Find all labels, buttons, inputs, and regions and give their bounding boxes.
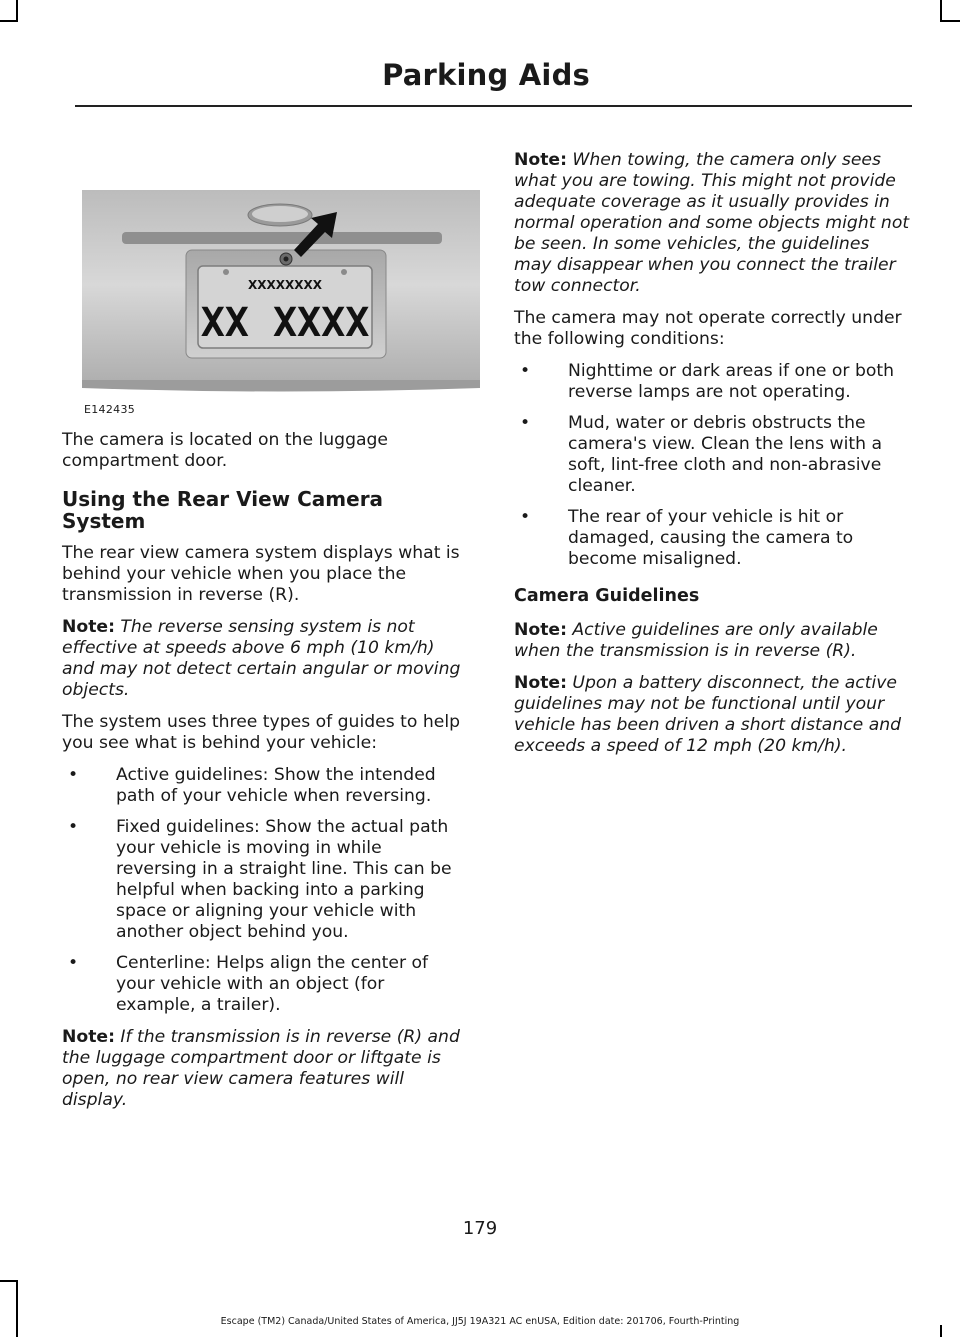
trim-strip bbox=[122, 232, 442, 244]
crop-mark-top-right-h bbox=[940, 20, 960, 22]
note-label: Note: bbox=[62, 617, 115, 637]
note-active-guidelines bbox=[514, 620, 910, 662]
guides-intro-text: The system uses three types of guides to help you see what is behind your vehicle: bbox=[62, 712, 460, 753]
crop-mark-top-left-v bbox=[16, 0, 18, 22]
crop-mark-bottom-left-v bbox=[16, 1280, 18, 1337]
header-divider bbox=[75, 105, 912, 107]
note-label: Note: bbox=[514, 620, 567, 640]
note-label: Note: bbox=[514, 150, 567, 170]
list-item: • Nighttime or dark areas if one or both reverse lamps are not operating. bbox=[520, 361, 895, 402]
crop-mark-top-left-h bbox=[0, 20, 18, 22]
list-item: • Mud, water or debris obstructs the camera's view. Clean the lens with a soft, lint-free cloth and non-abrasive cleaner. bbox=[520, 413, 882, 496]
note-text: If the transmission is in reverse (R) and the luggage compartment door or liftgate is open, no rear view camera features will display. bbox=[62, 1027, 460, 1110]
bullet-icon: • bbox=[68, 953, 79, 973]
plate-large-text: XX XXXX bbox=[200, 300, 370, 346]
bumper-edge bbox=[82, 380, 480, 392]
conditions-list bbox=[514, 361, 910, 570]
note-text: Active guidelines are only available when the transmission is in reverse (R). bbox=[514, 620, 878, 661]
crop-mark-bottom-left-h bbox=[0, 1280, 18, 1282]
liftgate-illustration bbox=[82, 190, 480, 400]
note-label: Note: bbox=[62, 1027, 115, 1047]
list-item: • Fixed guidelines: Show the actual path your vehicle is moving in while reversing in a straight line. This can be helpful when backing into a parking space or aligning your vehicle with another object behind you. bbox=[68, 817, 452, 942]
section-heading-using-camera: Using the Rear View Camera System bbox=[62, 487, 384, 533]
system-description-text: The rear view camera system displays what is behind your vehicle when you place the transmission in reverse (R). bbox=[62, 543, 460, 605]
note-text: When towing, the camera only sees what you are towing. This might not provide adequate coverage as it usually provides in normal operation and some objects might not be seen. In some vehicles, the guidelines may disappear when you connect the trailer tow connector. bbox=[514, 150, 910, 296]
note-towing bbox=[514, 150, 910, 297]
right-column bbox=[514, 150, 910, 768]
plate-screw-left bbox=[223, 269, 229, 275]
list-item: • Active guidelines: Show the intended path of your vehicle when reversing. bbox=[68, 765, 436, 806]
page-number: 179 bbox=[462, 1218, 498, 1239]
note-text: Upon a battery disconnect, the active guidelines may not be functional until your vehicle has been driven a short distance and exceeds a speed of 12 mph (20 km/h). bbox=[514, 673, 902, 756]
list-item: • Centerline: Helps align the center of your vehicle with an object (for example, a trailer). bbox=[68, 953, 429, 1015]
bullet-icon: • bbox=[520, 413, 531, 433]
guides-list bbox=[62, 765, 466, 1016]
bullet-icon: • bbox=[68, 765, 79, 785]
list-item: • The rear of your vehicle is hit or damaged, causing the camera to become misaligned. bbox=[520, 507, 854, 569]
plate-screw-right bbox=[341, 269, 347, 275]
crop-mark-top-right-v bbox=[940, 0, 942, 22]
camera-location-text: The camera is located on the luggage compartment door. bbox=[62, 430, 388, 471]
conditions-intro-text: The camera may not operate correctly under the following conditions: bbox=[514, 308, 902, 349]
note-reverse-sensing bbox=[62, 617, 466, 701]
left-column bbox=[62, 430, 466, 1122]
note-text: The reverse sensing system is not effective at speeds above 6 mph (10 km/h) and may not detect certain angular or moving objects. bbox=[62, 617, 461, 700]
page-title: Parking Aids bbox=[382, 58, 590, 92]
emblem bbox=[252, 206, 308, 222]
bullet-icon: • bbox=[520, 507, 531, 527]
plate-small-text: XXXXXXXX bbox=[247, 278, 323, 292]
note-battery-disconnect bbox=[514, 673, 910, 757]
camera-location-figure bbox=[82, 190, 480, 420]
bullet-icon: • bbox=[68, 817, 79, 837]
section-heading-camera-guidelines: Camera Guidelines bbox=[514, 586, 700, 606]
figure-code: E142435 bbox=[84, 403, 136, 416]
note-label: Note: bbox=[514, 673, 567, 693]
bullet-icon: • bbox=[520, 361, 531, 381]
footer-edition-info: Escape (TM2) Canada/United States of America, JJ5J 19A321 AC enUSA, Edition date: 201706, Fourth-Printing bbox=[220, 1316, 740, 1327]
note-liftgate-open bbox=[62, 1027, 466, 1111]
